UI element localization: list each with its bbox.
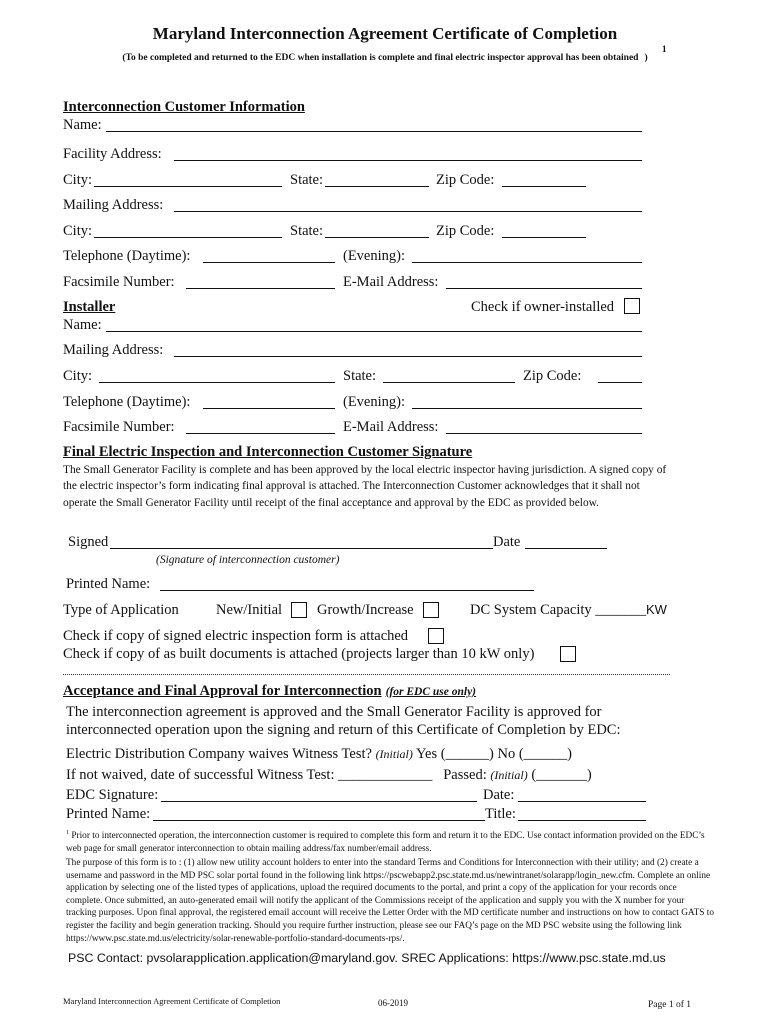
passed-field[interactable]: (_______) xyxy=(531,767,592,783)
acceptance-heading-text: Acceptance and Final Approval for Interconnection xyxy=(63,683,382,699)
check-asbuilt-label: Check if copy of as built documents is attached (projects larger than 10 kW only) xyxy=(63,646,535,662)
mailing-address-field[interactable] xyxy=(174,211,642,212)
installer-tel-day-field[interactable] xyxy=(203,408,335,409)
signature-date-field[interactable] xyxy=(525,548,607,549)
customer-email-label: E-Mail Address: xyxy=(343,274,439,290)
footer-page: Page 1 of 1 xyxy=(648,1000,692,1010)
witness-test-question: Electric Distribution Company waives Witness Test? xyxy=(66,746,372,762)
footer-left: Maryland Interconnection Agreement Certificate of Completion xyxy=(63,996,281,1006)
installer-state-label: State: xyxy=(343,368,377,384)
owner-installed-label: Check if owner-installed xyxy=(471,299,615,315)
customer-name-field[interactable] xyxy=(106,131,642,132)
customer-tel-day-field[interactable] xyxy=(203,262,335,263)
dc-capacity-field[interactable]: _______ xyxy=(595,602,647,618)
installer-state-field[interactable] xyxy=(383,382,515,383)
installer-city-label: City: xyxy=(63,368,93,384)
check-inspection-label: Check if copy of signed electric inspection form is attached xyxy=(63,628,409,644)
installer-email-label: E-Mail Address: xyxy=(343,419,439,435)
purpose-paragraph: The purpose of this form is to : (1) allow new utility account holders to enter into the standard Terms and Conditions for Interconnection with their utility; and (2) create a username and password in the MD PSC solar portal found in the following link https://pscwebapp2.psc.state.md.us/newintranet/solarapp/login_new.cfm. Complete an online application by selecting one of the listed types of applications, upload the required documents to the portal, and print a copy of the application for your records once complete. Once submitted, an auto-generated email will notify the applicant of the Commissions receipt of the application and supply you with the X number for your tracking purposes. Upon final approval, the registered email account will receive the Letter Order with the MD certificate number and instructions on how to contact GATS to register the facility and begin generation tracking. Should you require further instruction, please see our FAQ’s page on the MD PSC website using the following link https://www.psc.state.md.us/electricity/solar-renewable-portfolio-standard-documents-rps/. xyxy=(66,858,714,944)
dc-capacity-label xyxy=(470,602,667,619)
footer-date: 06-2019 xyxy=(378,998,408,1008)
customer-zip-label: Zip Code: xyxy=(436,172,495,188)
printed-name-field[interactable] xyxy=(160,590,534,591)
type-of-application-label: Type of Application xyxy=(63,602,179,618)
edc-printed-name-field[interactable] xyxy=(153,820,485,821)
customer-state-field[interactable] xyxy=(325,186,429,187)
footnote-text: Prior to interconnected operation, the interconnection customer is required to complete this form and return it to the EDC. Use contact information provided on the EDC’s web page for small generator interconnection to obtain mailing address/fax number/email address. xyxy=(66,831,705,854)
customer-state-label: State: xyxy=(290,172,324,188)
customer-city-field[interactable] xyxy=(94,186,282,187)
edc-use-note: (for EDC use only) xyxy=(385,686,477,698)
customer-city2-field[interactable] xyxy=(94,237,282,238)
witness-test-row xyxy=(66,746,572,763)
customer-tel-day-label: Telephone (Daytime): xyxy=(63,248,191,264)
customer-zip2-label: Zip Code: xyxy=(436,223,495,239)
installer-mailing-field[interactable] xyxy=(174,356,642,357)
installer-zip-label: Zip Code: xyxy=(523,368,582,384)
edc-signature-field[interactable] xyxy=(161,801,477,802)
customer-city2-label: City: xyxy=(63,223,93,239)
acceptance-paragraph-2: interconnected operation upon the signing and return of this Certificate of Completion by EDC: xyxy=(66,722,621,738)
dc-capacity-text: DC System Capacity xyxy=(470,602,592,618)
customer-name-label: Name: xyxy=(63,117,102,133)
new-initial-label: New/Initial xyxy=(216,602,283,618)
customer-zip-field[interactable] xyxy=(502,186,586,187)
psc-contact: PSC Contact: pvsolarapplication.application@maryland.gov. SREC Applications: https://www.psc.state.md.us xyxy=(68,951,666,965)
date-label: Date xyxy=(493,534,521,550)
customer-email-field[interactable] xyxy=(446,288,642,289)
printed-name-label: Printed Name: xyxy=(66,576,151,592)
section-divider xyxy=(63,674,670,675)
footnote-mark: 1 xyxy=(66,830,69,836)
installer-zip-field[interactable] xyxy=(598,382,642,383)
edc-date-label: Date: xyxy=(483,787,515,803)
inspection-form-checkbox[interactable] xyxy=(428,628,444,644)
facility-address-field[interactable] xyxy=(174,160,642,161)
customer-zip2-field[interactable] xyxy=(502,237,586,238)
page-title: Maryland Interconnection Agreement Certificate of Completion xyxy=(152,24,618,43)
witness-initial-note: (Initial) xyxy=(375,747,413,761)
section-heading-installer: Installer xyxy=(63,299,116,315)
facility-address-label: Facility Address: xyxy=(63,146,162,162)
growth-increase-label: Growth/Increase xyxy=(317,602,414,618)
passed-label: Passed: xyxy=(443,767,487,783)
installer-tel-day-label: Telephone (Daytime): xyxy=(63,394,191,410)
installer-mailing-label: Mailing Address: xyxy=(63,342,164,358)
mailing-address-label: Mailing Address: xyxy=(63,197,164,213)
page-subtitle xyxy=(0,53,770,63)
edc-date-field[interactable] xyxy=(518,801,646,802)
customer-fax-label: Facsimile Number: xyxy=(63,274,175,290)
new-initial-checkbox[interactable] xyxy=(291,602,307,618)
witness-no-field[interactable]: No (______) xyxy=(497,746,573,762)
owner-installed-checkbox[interactable] xyxy=(624,298,640,314)
customer-state2-field[interactable] xyxy=(325,237,429,238)
installer-name-field[interactable] xyxy=(106,331,642,332)
customer-evening-label: (Evening): xyxy=(343,248,406,264)
signature-note: (Signature of interconnection customer) xyxy=(156,554,340,566)
installer-fax-field[interactable] xyxy=(186,433,335,434)
customer-state2-label: State: xyxy=(290,223,324,239)
installer-city-field[interactable] xyxy=(99,382,335,383)
installer-name-label: Name: xyxy=(63,317,102,333)
footnote-reference: 1 xyxy=(662,44,667,54)
not-waived-label[interactable]: If not waived, date of successful Witness Test: _____________ xyxy=(66,767,433,783)
growth-increase-checkbox[interactable] xyxy=(423,602,439,618)
installer-evening-label: (Evening): xyxy=(343,394,406,410)
witness-yes-field[interactable]: Yes (______) xyxy=(415,746,494,762)
inspection-paragraph: The Small Generator Facility is complete and has been approved by the local electric inspector having jurisdiction. A signed copy of the electric inspector’s form indicating final approval is attached. The Interconnection Customer acknowledges that it shall not operate the Small Generator Facility until receipt of the final acceptance and approval by the EDC as provided below. xyxy=(63,464,667,509)
edc-title-field[interactable] xyxy=(518,820,646,821)
edc-title-label: Title: xyxy=(485,806,516,822)
footnote xyxy=(66,827,706,855)
passed-initial-note: (Initial) xyxy=(490,768,528,782)
installer-email-field[interactable] xyxy=(446,433,642,434)
section-heading-acceptance xyxy=(63,682,476,700)
edc-printed-name-label: Printed Name: xyxy=(66,806,151,822)
signature-field[interactable] xyxy=(110,548,493,549)
witness-date-row xyxy=(66,767,592,784)
installer-fax-label: Facsimile Number: xyxy=(63,419,175,435)
asbuilt-checkbox[interactable] xyxy=(560,646,576,662)
section-heading-customer: Interconnection Customer Information xyxy=(63,99,305,115)
signed-label: Signed xyxy=(68,534,109,550)
acceptance-paragraph-1: The interconnection agreement is approved and the Small Generator Facility is approved for xyxy=(66,704,602,720)
customer-city-label: City: xyxy=(63,172,93,188)
subtitle-close: ) xyxy=(644,53,648,63)
customer-evening-field[interactable] xyxy=(412,262,642,263)
section-heading-inspection: Final Electric Inspection and Interconnection Customer Signature xyxy=(63,444,473,460)
installer-evening-field[interactable] xyxy=(412,408,642,409)
customer-fax-field[interactable] xyxy=(186,288,335,289)
edc-signature-label: EDC Signature: xyxy=(66,787,159,803)
subtitle-text: (To be completed and returned to the EDC when installation is complete and final electric inspector approval has been obtained xyxy=(122,53,639,63)
kw-unit: KW xyxy=(646,602,667,617)
